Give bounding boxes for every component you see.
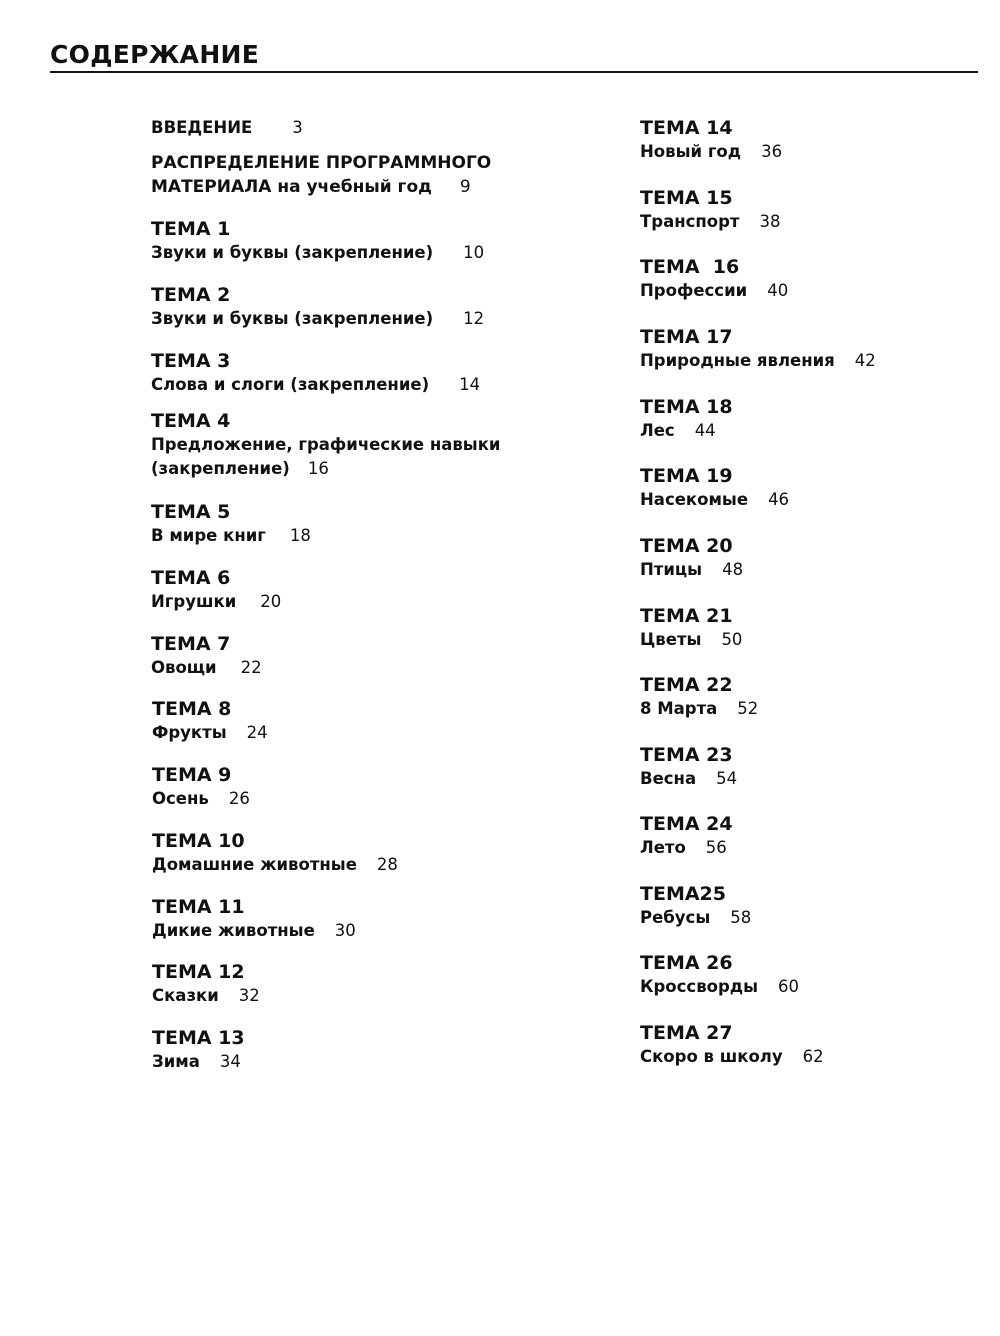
toc-entry-topic-17[interactable] [640, 325, 876, 373]
toc-topic-title: Новый год [640, 142, 742, 161]
toc-topic-title: Дикие животные [152, 921, 315, 940]
toc-page-number: 16 [307, 459, 329, 478]
toc-entry-topic-19[interactable] [640, 464, 789, 512]
toc-entry-distribution[interactable] [151, 151, 491, 199]
toc-page-number: 30 [334, 921, 356, 940]
toc-distribution-line1: РАСПРЕДЕЛЕНИЕ ПРОГРАММНОГО [151, 153, 492, 173]
toc-topic-title: Звуки и буквы (закрепление) [151, 309, 434, 328]
toc-entry-topic-24[interactable] [640, 812, 733, 860]
toc-page-number: 54 [716, 769, 738, 788]
toc-page-number: 14 [459, 375, 481, 394]
toc-topic-title: Цветы [640, 630, 702, 649]
toc-page-number: 22 [240, 658, 262, 677]
toc-topic-heading: ТЕМА 17 [640, 326, 733, 348]
toc-entry-topic-15[interactable] [640, 186, 781, 234]
toc-entry-intro[interactable] [151, 116, 303, 140]
toc-entry-topic-8[interactable] [152, 697, 268, 745]
toc-entry-topic-21[interactable] [640, 604, 742, 652]
toc-page-number: 48 [722, 560, 744, 579]
toc-topic-heading: ТЕМА 20 [640, 535, 733, 557]
toc-topic-heading: ТЕМА25 [640, 883, 726, 905]
toc-entry-topic-20[interactable] [640, 534, 743, 582]
toc-topic-heading: ТЕМА 18 [640, 396, 733, 418]
toc-page-number: 38 [759, 212, 781, 231]
toc-topic-title: Кроссворды [640, 977, 759, 996]
toc-page-number: 24 [246, 723, 268, 742]
toc-topic-heading: ТЕМА 16 [640, 256, 740, 278]
toc-page-number: 36 [761, 142, 783, 161]
toc-topic-heading: ТЕМА 22 [640, 674, 733, 696]
toc-topic-title: Природные явления [640, 351, 835, 370]
toc-entry-topic-27[interactable] [640, 1021, 824, 1069]
toc-page-number: 12 [463, 309, 485, 328]
toc-topic-title: Весна [640, 769, 697, 788]
toc-topic-heading: ТЕМА 9 [152, 764, 232, 786]
toc-page-number: 32 [238, 986, 260, 1005]
title-divider [50, 71, 978, 73]
toc-topic-heading: ТЕМА 8 [152, 698, 232, 720]
toc-entry-topic-3[interactable] [151, 349, 480, 397]
page-title: СОДЕРЖАНИЕ [50, 40, 260, 69]
toc-page-number: 58 [730, 908, 752, 927]
toc-page-number: 34 [219, 1052, 241, 1071]
toc-page-number: 56 [705, 838, 727, 857]
toc-topic-title: Профессии [640, 281, 748, 300]
toc-page-number: 62 [802, 1047, 824, 1066]
toc-page-number: 3 [292, 118, 303, 137]
toc-page-number: 44 [694, 421, 716, 440]
toc-page-number: 18 [289, 526, 311, 545]
toc-entry-topic-10[interactable] [152, 829, 398, 877]
toc-entry-topic-11[interactable] [152, 895, 356, 943]
toc-topic-title: Осень [152, 789, 209, 808]
toc-topic-title: Овощи [151, 658, 217, 677]
toc-topic-heading: ТЕМА 27 [640, 1022, 733, 1044]
toc-entry-topic-14[interactable] [640, 116, 782, 164]
toc-entry-topic-16[interactable] [640, 255, 788, 303]
toc-topic-heading: ТЕМА 4 [151, 410, 231, 432]
toc-topic-title: Домашние животные [152, 855, 357, 874]
toc-topic-title: Насекомые [640, 490, 749, 509]
toc-topic-title: Предложение, графические навыки [151, 435, 501, 454]
toc-topic-title: 8 Марта [640, 699, 718, 718]
toc-entry-topic-2[interactable] [151, 283, 484, 331]
toc-page-number: 28 [376, 855, 398, 874]
toc-topic-title-cont: (закрепление) [151, 459, 290, 478]
toc-entry-topic-13[interactable] [152, 1026, 245, 1074]
toc-intro-label: ВВЕДЕНИЕ [151, 118, 253, 137]
toc-page-number: 52 [737, 699, 759, 718]
toc-distribution-line2: МАТЕРИАЛА на учебный год [151, 177, 432, 197]
toc-topic-heading: ТЕМА 11 [152, 896, 245, 918]
toc-entry-topic-9[interactable] [152, 763, 250, 811]
toc-topic-heading: ТЕМА 14 [640, 117, 733, 139]
toc-topic-heading: ТЕМА 15 [640, 187, 733, 209]
toc-page-number: 42 [854, 351, 876, 370]
toc-page-number: 60 [778, 977, 800, 996]
toc-topic-title: Слова и слоги (закрепление) [151, 375, 430, 394]
toc-page-number: 10 [463, 243, 485, 262]
toc-entry-topic-18[interactable] [640, 395, 733, 443]
toc-topic-heading: ТЕМА 2 [151, 284, 231, 306]
toc-topic-title: Лето [640, 838, 686, 857]
toc-topic-title: В мире книг [151, 526, 266, 545]
toc-entry-topic-4[interactable] [151, 409, 500, 481]
toc-entry-topic-7[interactable] [151, 632, 262, 680]
toc-topic-heading: ТЕМА 26 [640, 952, 733, 974]
toc-topic-title: Сказки [152, 986, 219, 1005]
toc-page-number: 26 [228, 789, 250, 808]
toc-entry-topic-22[interactable] [640, 673, 758, 721]
toc-page-number: 20 [260, 592, 282, 611]
toc-page-number: 46 [768, 490, 790, 509]
toc-topic-heading: ТЕМА 13 [152, 1027, 245, 1049]
toc-topic-title: Игрушки [151, 592, 237, 611]
toc-entry-topic-26[interactable] [640, 951, 799, 999]
toc-page-number: 40 [767, 281, 789, 300]
toc-entry-topic-23[interactable] [640, 743, 737, 791]
toc-topic-heading: ТЕМА 24 [640, 813, 733, 835]
toc-topic-title: Транспорт [640, 212, 740, 231]
toc-entry-topic-6[interactable] [151, 566, 281, 614]
toc-topic-title: Фрукты [152, 723, 227, 742]
toc-topic-heading: ТЕМА 10 [152, 830, 245, 852]
toc-topic-title: Ребусы [640, 908, 711, 927]
toc-entry-topic-25[interactable] [640, 882, 751, 930]
toc-topic-title: Звуки и буквы (закрепление) [151, 243, 434, 262]
toc-topic-heading: ТЕМА 6 [151, 567, 231, 589]
toc-topic-heading: ТЕМА 23 [640, 744, 733, 766]
toc-entry-topic-5[interactable] [151, 500, 311, 548]
toc-page-number: 9 [459, 177, 471, 197]
toc-topic-title: Птицы [640, 560, 703, 579]
toc-topic-heading: ТЕМА 7 [151, 633, 231, 655]
toc-topic-heading: ТЕМА 1 [151, 218, 231, 240]
toc-topic-title: Зима [152, 1052, 200, 1071]
toc-topic-title: Скоро в школу [640, 1047, 783, 1066]
toc-topic-heading: ТЕМА 12 [152, 961, 245, 983]
toc-topic-heading: ТЕМА 5 [151, 501, 231, 523]
toc-entry-topic-1[interactable] [151, 217, 484, 265]
toc-topic-heading: ТЕМА 3 [151, 350, 231, 372]
toc-topic-heading: ТЕМА 19 [640, 465, 733, 487]
toc-topic-heading: ТЕМА 21 [640, 605, 733, 627]
toc-page-number: 50 [721, 630, 743, 649]
toc-entry-topic-12[interactable] [152, 960, 260, 1008]
toc-topic-title: Лес [640, 421, 675, 440]
